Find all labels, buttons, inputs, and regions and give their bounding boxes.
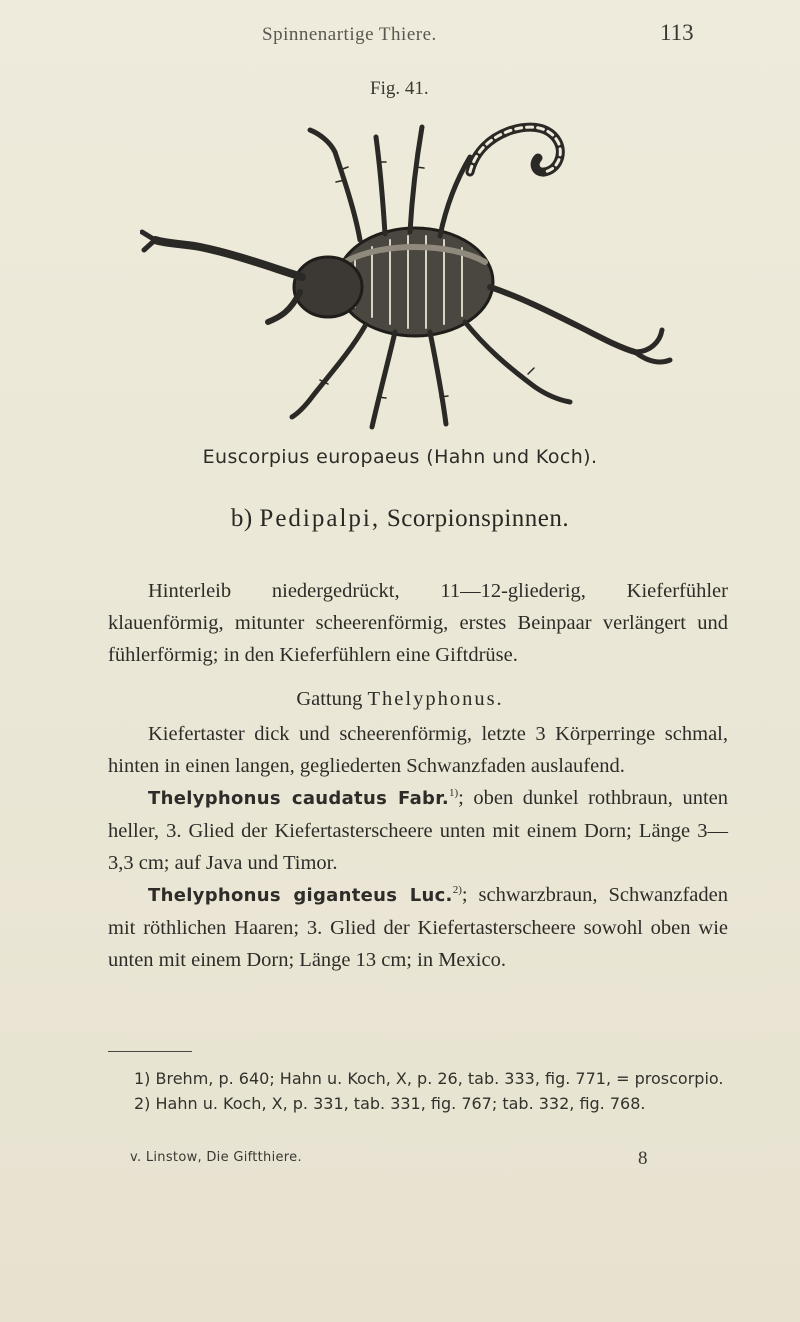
species-entry xyxy=(108,782,728,879)
running-head xyxy=(0,20,800,50)
figure-caption: Euscorpius europaeus (Hahn und Koch). xyxy=(202,446,598,468)
species-name: Thelyphonus caudatus Fabr. xyxy=(148,788,449,809)
footnote: 1) Brehm, p. 640; Hahn u. Koch, X, p. 26, tab. 333, fig. 771, = proscorpio. xyxy=(134,1069,724,1088)
genus-description-block xyxy=(108,718,728,976)
figure-label: Fig. 41. xyxy=(370,78,429,99)
genus-name: Thelyphonus. xyxy=(367,688,504,710)
signature-line xyxy=(0,1148,800,1172)
species-name: Thelyphonus giganteus Luc. xyxy=(148,885,453,906)
page-number: 113 xyxy=(660,20,694,45)
paragraph-text: Hinterleib niedergedrückt, 11—12-gliederig, Kieferfühler klauenförmig, mitunter scheerenförmig, erstes Beinpaar verlängert und fühlerförmig; in den Kieferfühlern eine Giftdrüse. xyxy=(108,580,728,666)
paragraph-order-description xyxy=(108,575,728,671)
signature-number: 8 xyxy=(638,1148,648,1169)
footnote-reference: 1) xyxy=(448,787,459,800)
section-heading xyxy=(0,505,800,533)
genus-prefix: Gattung xyxy=(296,688,363,710)
section-subtitle: Scorpionspinnen. xyxy=(386,505,570,532)
footnotes xyxy=(108,1066,728,1116)
section-name: Pedipalpi, xyxy=(259,505,381,532)
signature-text: v. Linstow, Die Giftthiere. xyxy=(130,1150,302,1165)
species-entry xyxy=(108,879,728,976)
genus-heading xyxy=(0,688,800,711)
scorpion-illustration xyxy=(140,112,680,440)
running-title: Spinnenartige Thiere. xyxy=(262,24,437,45)
footnote-reference: 2) xyxy=(452,884,462,897)
genus-description: Kiefertaster dick und scheerenförmig, letzte 3 Körperringe schmal, hinten in einen langen, gegliederten Schwanzfaden auslaufend. xyxy=(108,723,728,777)
footnote-divider xyxy=(108,1051,192,1052)
footnote: 2) Hahn u. Koch, X, p. 331, tab. 331, fig. 767; tab. 332, fig. 768. xyxy=(134,1094,646,1113)
species-text: ; schwarzbraun, Schwanzfaden mit röthlichen Haaren; 3. Glied der Kiefertasterscheere sowohl oben wie unten mit einem Dorn; Länge 13 cm; in Mexico. xyxy=(108,884,728,971)
species-text: ; oben dunkel rothbraun, unten heller, 3. Glied der Kiefertasterscheere unten mit einem Dorn; Länge 3—3,3 cm; auf Java und Timor. xyxy=(108,787,728,874)
section-marker: b) xyxy=(230,505,253,532)
